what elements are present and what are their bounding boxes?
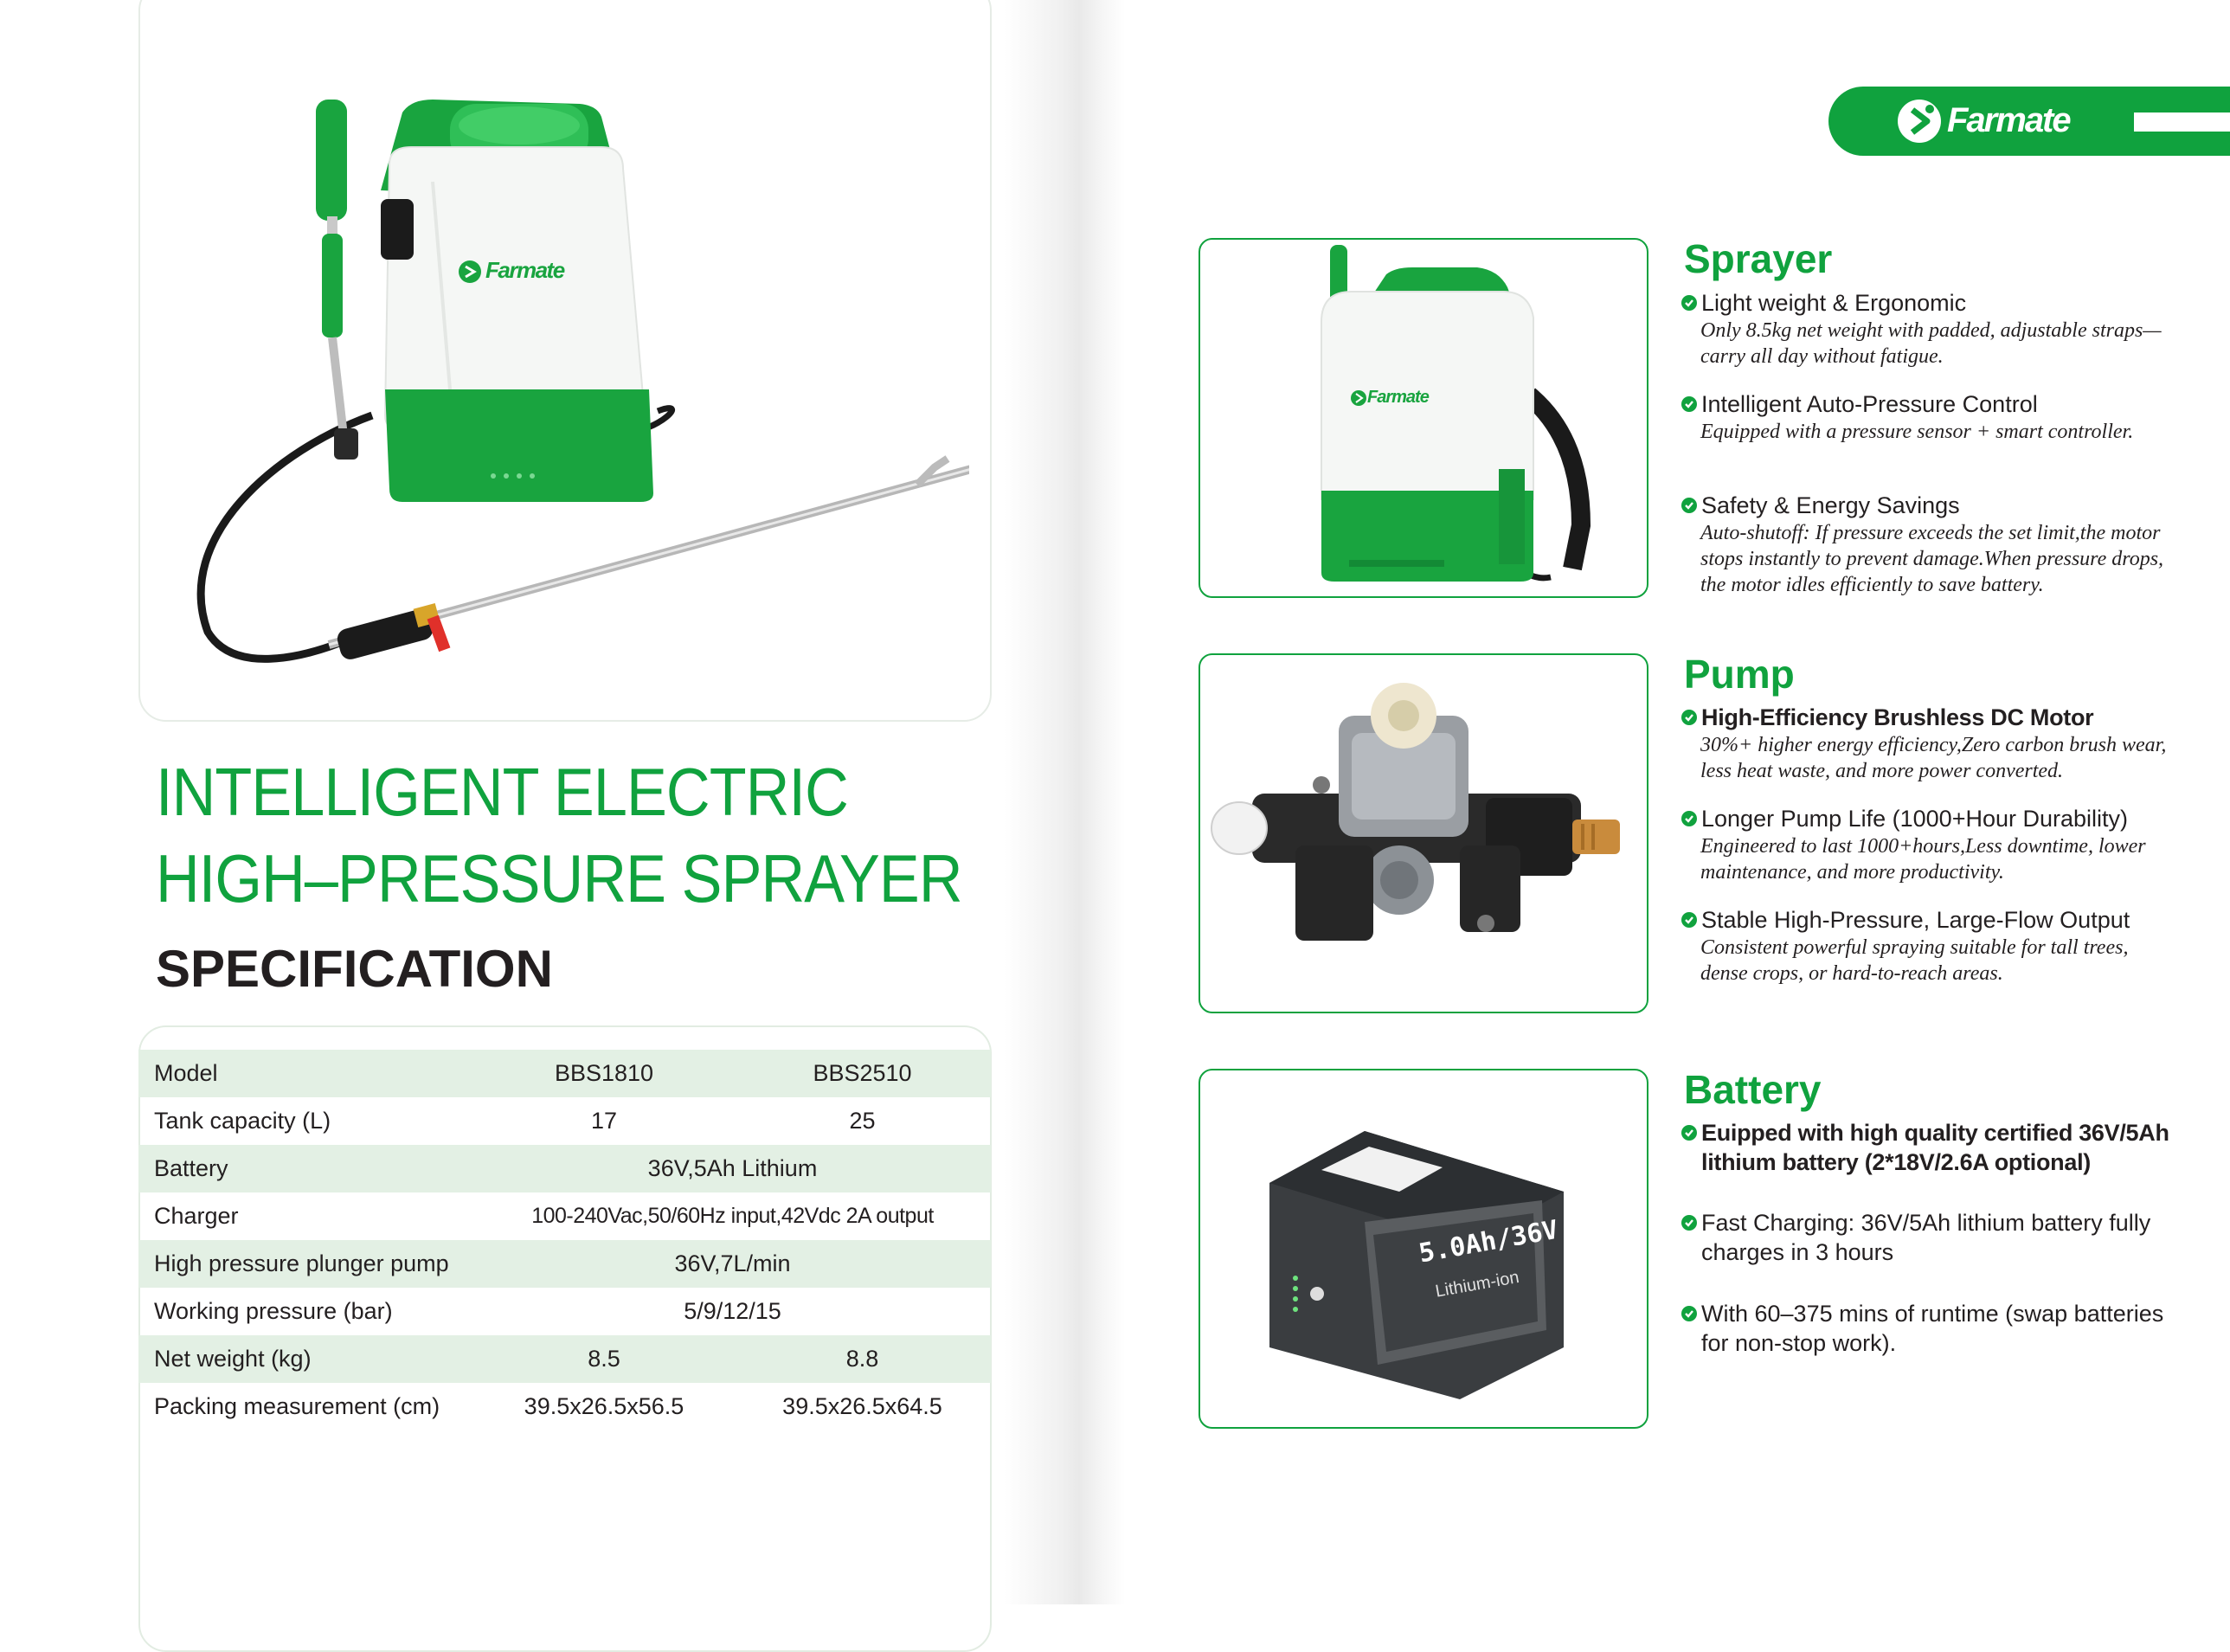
- table-row: [138, 1050, 991, 1097]
- check-icon: [1681, 1124, 1698, 1141]
- battery-label-main: 5.0Ah/36V: [1417, 1214, 1561, 1270]
- table-row: [138, 1145, 991, 1192]
- bullet-description-line: Only 8.5kg net weight with padded, adjustable straps—: [1700, 319, 2162, 342]
- sprayer-bullet-2: [1681, 389, 2217, 445]
- sprayer-bullet-3: [1681, 491, 2217, 598]
- sprayer-bullet-1: [1681, 288, 2217, 370]
- sprayer-image-logo-text: Farmate: [1367, 388, 1429, 407]
- battery-bullet-2: [1681, 1208, 2217, 1267]
- table-row: [138, 1288, 991, 1335]
- check-icon: [1681, 709, 1698, 726]
- pump-bullet-1: [1681, 703, 2217, 784]
- check-icon: [1681, 810, 1698, 827]
- page-gutter: [1004, 0, 1125, 1604]
- bullet-description-line: stops instantly to prevent damage.When pressure drops,: [1700, 548, 2164, 570]
- bullet-description-line: Auto-shutoff: If pressure exceeds the set limit,the motor: [1700, 522, 2161, 544]
- bullet-description-line: 30%+ higher energy efficiency,Zero carbon brush wear,: [1700, 734, 2167, 756]
- bullet-description-line: carry all day without fatigue.: [1700, 345, 1944, 368]
- spec-value-bbs2510: 25: [849, 1108, 876, 1134]
- sprayer-side-image: [1200, 240, 1647, 596]
- spec-label: Packing measurement (cm): [154, 1393, 440, 1419]
- bullet-heading-line: for non-stop work).: [1701, 1330, 1897, 1356]
- table-row: [138, 1097, 991, 1145]
- table-row: [138, 1335, 991, 1383]
- brand-logo-text: Farmate: [1947, 101, 2070, 139]
- spec-value-shared: 5/9/12/15: [684, 1298, 781, 1324]
- hero-sprayer-image: [173, 87, 969, 675]
- section-title-pump: Pump: [1684, 652, 1795, 697]
- section-title-battery: Battery: [1684, 1067, 1822, 1112]
- spec-label: Model: [138, 1050, 474, 1097]
- bullet-description-line: less heat waste, and more power converted.: [1700, 760, 2064, 782]
- bullet-heading: Longer Pump Life (1000+Hour Durability): [1701, 806, 2129, 832]
- pump-bullet-3: [1681, 905, 2217, 987]
- bullet-heading: Safety & Energy Savings: [1701, 492, 1960, 518]
- spec-value-bbs1810: 8.5: [474, 1335, 734, 1383]
- tank-logo-icon: [459, 260, 481, 283]
- table-row: [138, 1192, 991, 1240]
- check-icon: [1681, 294, 1698, 312]
- battery-image-card: [1199, 1069, 1648, 1429]
- brand-banner-stripe: [2134, 112, 2230, 132]
- spec-label: High pressure plunger pump: [138, 1240, 474, 1288]
- pump-bullet-2: [1681, 804, 2217, 885]
- bullet-heading-line: Euipped with high quality certified 36V/5Ah: [1701, 1120, 2169, 1146]
- battery-bullet-3: [1681, 1299, 2217, 1358]
- spec-value-bbs2510: BBS2510: [734, 1050, 991, 1097]
- section-title-sprayer: Sprayer: [1684, 236, 1833, 281]
- spec-label: Net weight (kg): [138, 1335, 474, 1383]
- check-icon: [1681, 1214, 1698, 1231]
- product-title-line-2: HIGH–PRESSURE SPRAYER: [156, 840, 962, 916]
- spec-value-bbs2510: 8.8: [734, 1335, 991, 1383]
- check-icon: [1681, 911, 1698, 929]
- tank-logo-text: Farmate: [485, 257, 564, 283]
- table-row: [138, 1240, 991, 1288]
- spec-label: Tank capacity (L): [154, 1108, 331, 1134]
- bullet-description-line: maintenance, and more productivity.: [1700, 861, 2004, 884]
- bullet-heading-line: Fast Charging: 36V/5Ah lithium battery fully: [1701, 1210, 2151, 1236]
- spec-value-bbs1810: 17: [590, 1108, 618, 1134]
- table-row: [138, 1383, 991, 1430]
- spec-value-shared: 36V,5Ah Lithium: [474, 1145, 991, 1192]
- bullet-heading-line: With 60–375 mins of runtime (swap batteries: [1701, 1301, 2164, 1327]
- spec-value-shared: 100-240Vac,50/60Hz input,42Vdc 2A output: [531, 1204, 934, 1228]
- bullet-description-line: Equipped with a pressure sensor + smart controller.: [1700, 421, 2134, 443]
- bullet-description-line: Consistent powerful spraying suitable for tall trees,: [1700, 936, 2129, 959]
- bullet-description-line: Engineered to last 1000+hours,Less downtime, lower: [1700, 835, 2146, 858]
- pump-image: [1200, 655, 1647, 1012]
- farmate-logo-icon: [1895, 97, 1944, 145]
- bullet-heading: Light weight & Ergonomic: [1701, 290, 1967, 316]
- sprayer-image-card: [1199, 238, 1648, 598]
- bullet-heading-line: lithium battery (2*18V/2.6A optional): [1701, 1149, 2091, 1175]
- bullet-description-line: the motor idles efficiently to save battery.: [1700, 574, 2044, 596]
- spec-value-bbs1810: 39.5x26.5x56.5: [524, 1393, 684, 1419]
- specification-heading: SPECIFICATION: [156, 940, 553, 998]
- spec-value-shared: 36V,7L/min: [474, 1240, 991, 1288]
- bullet-heading: Stable High-Pressure, Large-Flow Output: [1701, 907, 2130, 933]
- spec-label: Charger: [154, 1203, 239, 1229]
- specification-table: [138, 1050, 991, 1430]
- check-icon: [1681, 1305, 1698, 1322]
- bullet-heading: High-Efficiency Brushless DC Motor: [1701, 704, 2094, 730]
- bullet-heading-line: charges in 3 hours: [1701, 1239, 1894, 1265]
- battery-label-sub: Lithium-ion: [1434, 1268, 1521, 1302]
- check-icon: [1681, 395, 1698, 413]
- spec-value-bbs2510: 39.5x26.5x64.5: [782, 1393, 942, 1419]
- product-title-line-1: INTELLIGENT ELECTRIC: [156, 754, 848, 830]
- bullet-description-line: dense crops, or hard-to-reach areas.: [1700, 962, 2003, 985]
- check-icon: [1681, 497, 1698, 514]
- pump-image-card: [1199, 653, 1648, 1013]
- spec-label: Battery: [138, 1145, 474, 1192]
- spec-value-bbs1810: BBS1810: [474, 1050, 734, 1097]
- bullet-heading: Intelligent Auto-Pressure Control: [1701, 391, 2038, 417]
- battery-bullet-1: [1681, 1118, 2217, 1177]
- spec-label: Working pressure (bar): [154, 1298, 393, 1324]
